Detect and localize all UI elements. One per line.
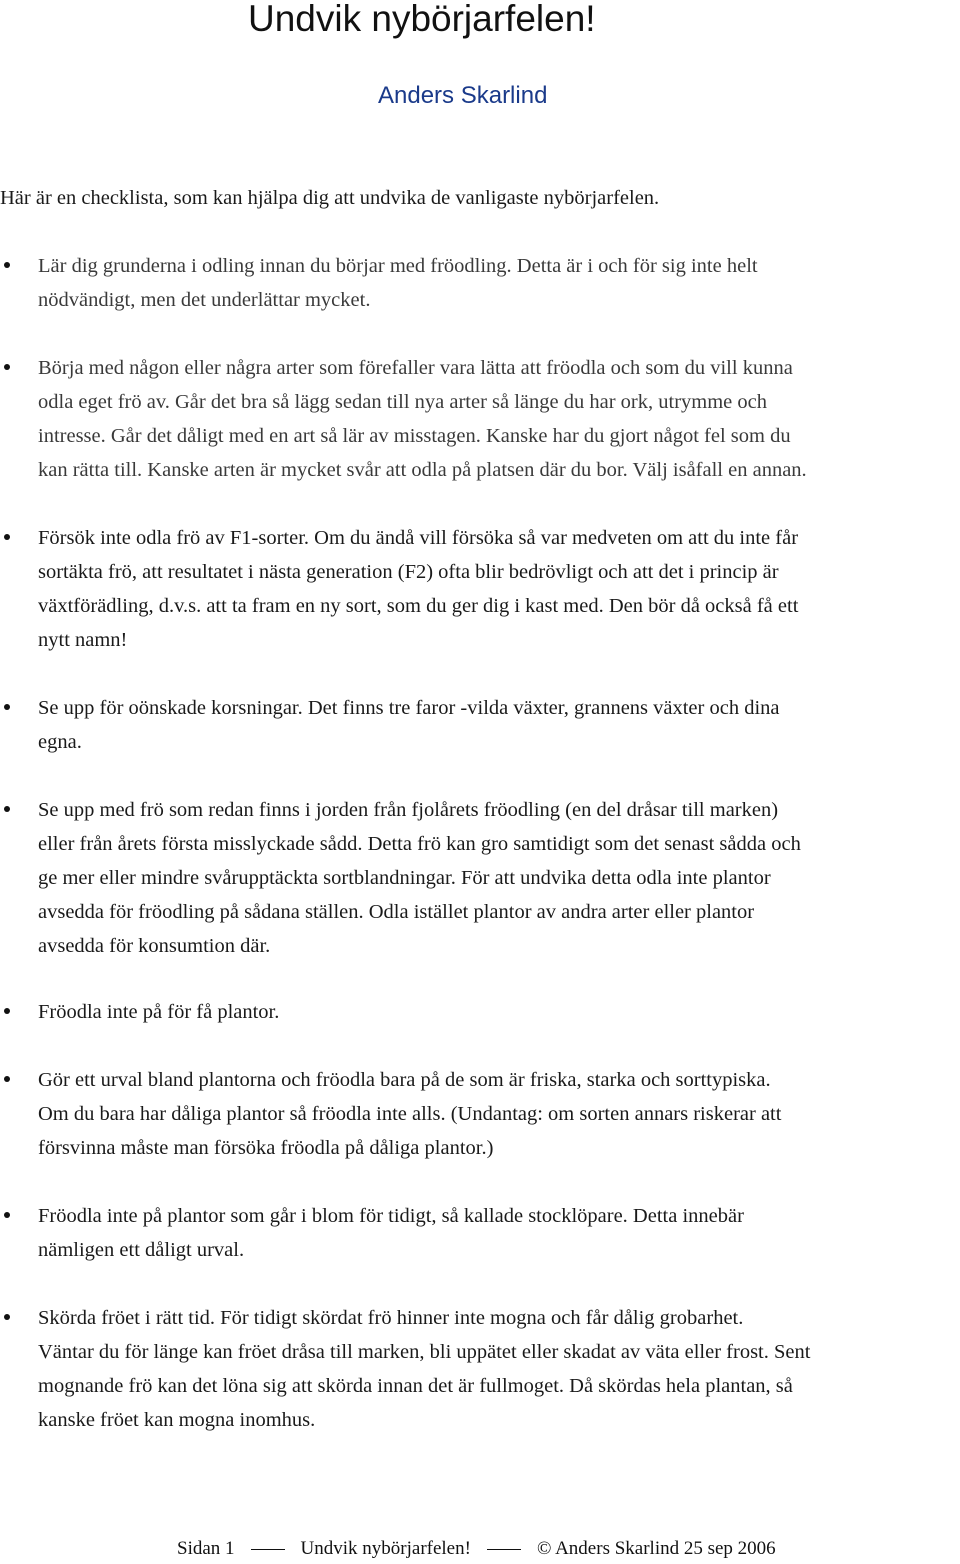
text-line: nämligen ett dåligt urval.	[38, 1239, 245, 1261]
checklist-item-text	[38, 1063, 958, 1165]
bullet-icon	[4, 1212, 10, 1218]
text-line: växtförädling, d.v.s. att ta fram en ny sort, som du ger dig i kast med. Den bör då också få ett	[38, 595, 799, 617]
text-line: kanske fröet kan mogna inomhus.	[38, 1409, 316, 1431]
checklist-item-text	[38, 995, 958, 1029]
bullet-icon	[4, 1008, 10, 1014]
bullet-icon	[4, 704, 10, 710]
text-line: ge mer eller mindre svårupptäckta sortblandningar. För att undvika detta odla inte plantor	[38, 867, 771, 889]
footer-copyright: © Anders Skarlind 25 sep 2006	[536, 1538, 776, 1559]
text-line: Se upp med frö som redan finns i jorden från fjolårets fröodling (en del dråsar till marken)	[38, 799, 779, 821]
footer-separator	[487, 1549, 521, 1550]
text-line: Försök inte odla frö av F1-sorter. Om du ändå vill försöka så var medveten om att du inte får	[38, 527, 799, 549]
text-line: avsedda för konsumtion där.	[38, 935, 271, 957]
checklist-item-text	[38, 1301, 958, 1437]
checklist-item-text	[38, 351, 958, 487]
text-line: intresse. Går det dåligt med en art så lär av misstagen. Kanske har du gjort något fel som du	[38, 425, 791, 447]
text-line: eller från årets första misslyckade sådd. Detta frö kan gro samtidigt som det senast sådda och	[38, 833, 801, 855]
text-line: Fröodla inte på för få plantor.	[38, 1001, 280, 1023]
footer-separator	[251, 1549, 285, 1550]
bullet-icon	[4, 364, 10, 370]
bullet-icon	[4, 1076, 10, 1082]
text-line: nytt namn!	[38, 629, 128, 651]
footer-page-number: Sidan 1	[177, 1538, 235, 1559]
checklist-item-text	[38, 249, 958, 317]
text-line: Gör ett urval bland plantorna och fröodla bara på de som är friska, starka och sorttypiska.	[38, 1069, 771, 1091]
text-line: Lär dig grunderna i odling innan du börjar med fröodling. Detta är i och för sig inte helt	[38, 255, 758, 277]
intro-paragraph: Här är en checklista, som kan hjälpa dig att undvika de vanligaste nybörjarfelen.	[0, 187, 660, 209]
text-line: sortäkta frö, att resultatet i nästa generation (F2) ofta blir bedrövligt och att det i princip är	[38, 561, 779, 583]
text-line: Om du bara har dåliga plantor så fröodla inte alls. (Undantag: om sorten annars riskerar att	[38, 1103, 782, 1125]
text-line: Väntar du för länge kan fröet dråsa till marken, bli uppätet eller skadat av väta eller frost. Sent	[38, 1341, 811, 1363]
document-title: Undvik nybörjarfelen!	[248, 0, 596, 39]
text-line: Skörda fröet i rätt tid. För tidigt skördat frö hinner inte mogna och får dålig grobarhet.	[38, 1307, 744, 1329]
checklist-item-text	[38, 521, 958, 657]
text-line: egna.	[38, 731, 82, 753]
text-line: mognande frö kan det löna sig att skörda innan det är fullmoget. Då skördas hela plantan, så	[38, 1375, 793, 1397]
text-line: odla eget frö av. Går det bra så lägg sedan till nya arter så länge du har ork, utrymme och	[38, 391, 767, 413]
page-footer	[177, 1534, 776, 1564]
text-line: Se upp för oönskade korsningar. Det finns tre faror -vilda växter, grannens växter och dina	[38, 697, 780, 719]
text-line: Fröodla inte på plantor som går i blom för tidigt, så kallade stocklöpare. Detta innebär	[38, 1205, 744, 1227]
footer-doc-title: Undvik nybörjarfelen!	[300, 1538, 471, 1559]
text-line: avsedda för fröodling på sådana ställen. Odla istället plantor av andra arter eller plantor	[38, 901, 755, 923]
text-line: Börja med någon eller några arter som förefaller vara lätta att fröodla och som du vill kunna	[38, 357, 793, 379]
bullet-icon	[4, 806, 10, 812]
text-line: försvinna måste man försöka fröodla på dåliga plantor.)	[38, 1137, 494, 1159]
bullet-icon	[4, 1314, 10, 1320]
bullet-icon	[4, 534, 10, 540]
bullet-icon	[4, 262, 10, 268]
checklist-item-text	[38, 793, 958, 963]
text-line: nödvändigt, men det underlättar mycket.	[38, 289, 371, 311]
author-name: Anders Skarlind	[378, 82, 548, 109]
checklist-item-text	[38, 691, 958, 759]
text-line: kan rätta till. Kanske arten är mycket svår att odla på platsen där du bor. Välj isåfall en annan.	[38, 459, 807, 481]
checklist-item-text	[38, 1199, 958, 1267]
